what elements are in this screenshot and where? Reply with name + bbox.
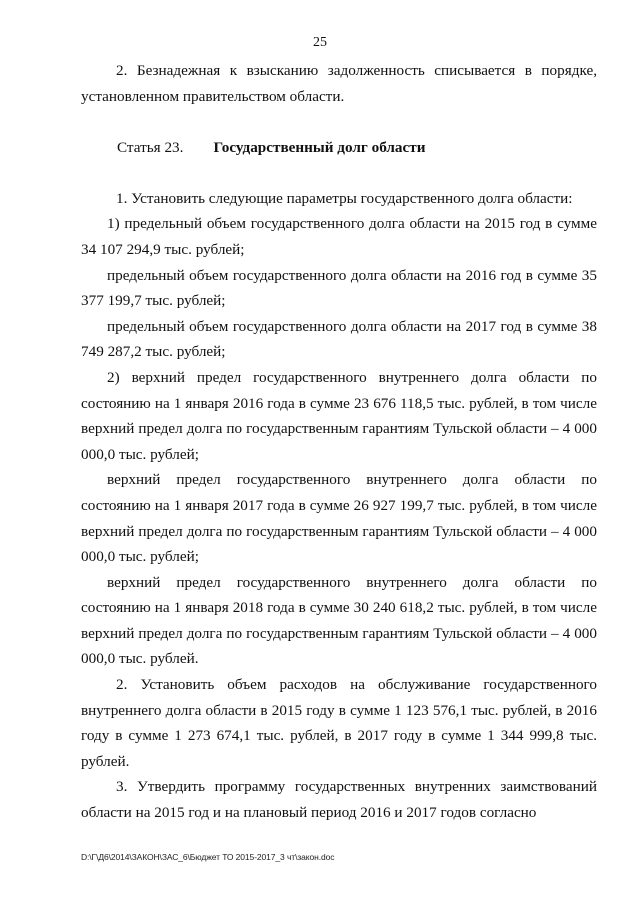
- paragraph-upper-limit-2018: верхний предел государственного внутреннего долга области по состоянию на 1 января 2018 года в сумме 30 240 618,2 тыс. рублей, в том числе верхний предел долга по государственным гарантиям Тульской области – 4 000 000,0 тыс. рублей.: [81, 573, 597, 668]
- paragraph-borrowing-program: 3. Утвердить программу государственных внутренних заимствований области на 2015 год и на плановый период 2016 и 2017 годов согласно: [81, 778, 597, 822]
- article-heading: [81, 135, 597, 161]
- paragraph-limit-2017: предельный объем государственного долга области на 2017 год в сумме 38 749 287,2 тыс. рублей;: [81, 317, 597, 361]
- paragraph-write-off: 2. Безнадежная к взысканию задолженность списывается в порядке, установленном правительством области.: [81, 62, 597, 105]
- paragraph-upper-limit-2016: 2) верхний предел государственного внутреннего долга области по состоянию на 1 января 2016 года в сумме 23 676 118,5 тыс. рублей, в том числе верхний предел долга по государственным гарантиям Тульской области – 4 000 000,0 тыс. рублей;: [81, 368, 597, 463]
- article-label: Статья 23.: [117, 139, 184, 157]
- paragraph-limit-2015: 1) предельный объем государственного долга области на 2015 год в сумме 34 107 294,9 тыс. рублей;: [81, 215, 597, 258]
- paragraph-servicing-expenses: 2. Установить объем расходов на обслуживание государственного внутреннего долга области в 2015 году в сумме 1 123 576,1 тыс. рублей, в 2016 году в сумме 1 273 674,1 тыс. рублей, в 2017 году в сумме 1 344 999,8 тыс. рублей.: [81, 676, 597, 770]
- paragraph-limit-2016: предельный объем государственного долга области на 2016 год в сумме 35 377 199,7 тыс. рублей;: [81, 266, 597, 310]
- page-number: 25: [313, 35, 327, 50]
- paragraph-params-intro: 1. Установить следующие параметры государственного долга области:: [116, 189, 573, 207]
- paragraph-upper-limit-2017: верхний предел государственного внутреннего долга области по состоянию на 1 января 2017 года в сумме 26 927 199,7 тыс. рублей, в том числе верхний предел долга по государственным гарантиям Тульской области – 4 000 000,0 тыс. рублей;: [81, 471, 597, 566]
- document-body: [81, 58, 597, 826]
- article-title: Государственный долг области: [213, 139, 426, 157]
- file-path-footer: D:\Г\Д6\2014\ЗАКОН\ЗАС_6\Бюджет ТО 2015-2017_3 чт\закон.doc: [81, 852, 335, 862]
